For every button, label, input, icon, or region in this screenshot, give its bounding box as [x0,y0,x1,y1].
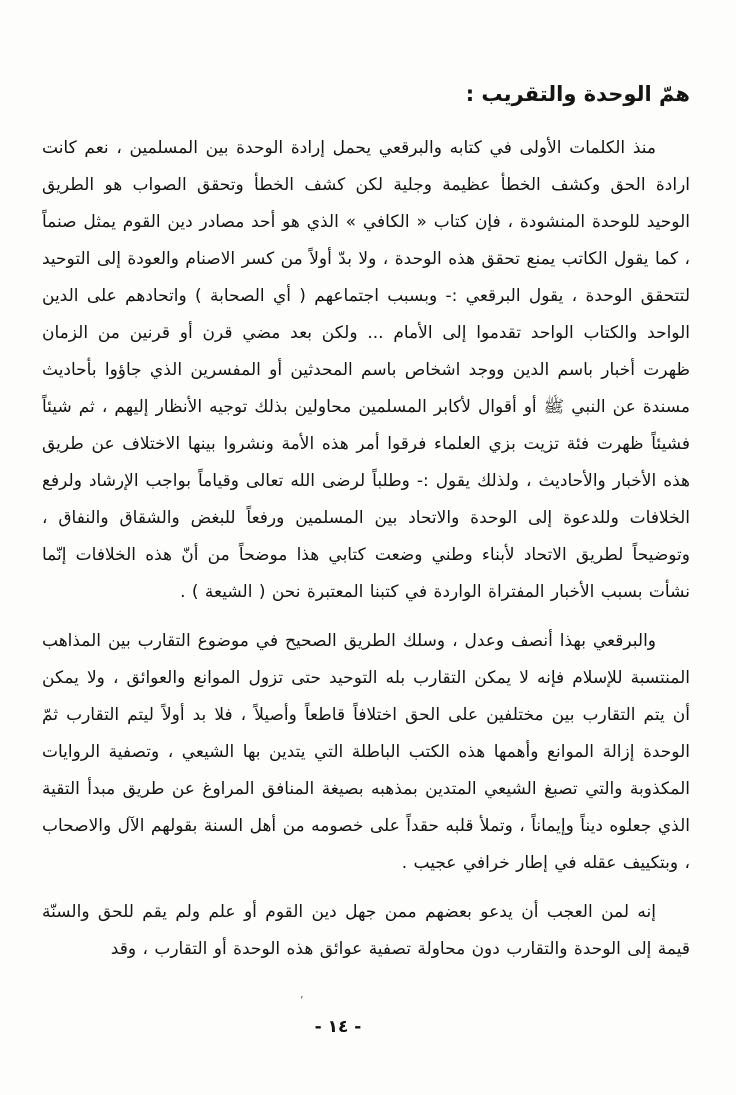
paragraph-1: منذ الكلمات الأولى في كتابه والبرقعي يحمل إرادة الوحدة بين المسلمين ، نعم كانت ارادة الحق وكشف الخطأ عظيمة وجلية لكن كشف الخطأ وتحقق الصواب هو الطريق الوحيد للوحدة المنشودة ، فإن كتاب « الكافي » الذي هو أحد مصادر دين القوم يمثل صنماً ، كما يقول الكاتب يمنع تحقق هذه الوحدة ، ولا بدّ أولاً من كسر الاصنام والعودة إلى التوحيد لتتحقق الوحدة ، يقول البرقعي :- وبسبب اجتماعهم ( أي الصحابة ) واتحادهم على الدين الواحد والكتاب الواحد تقدموا إلى الأمام ... ولكن بعد مضي قرن أو قرنين من الزمان ظهرت أخبار باسم الدين ووجد اشخاص باسم المحدثين أو المفسرين الذي جاؤوا بأحاديث مسندة عن النبي ﷺ أو أقوال لأكابر المسلمين محاولين بذلك توجيه الأنظار إليهم ، ثم شيئاً فشيئاً ظهرت فئة تزيت بزي العلماء فرقوا أمر هذه الأمة ونشروا بينها الاختلاف عن طريق هذه الأخبار والأحاديث ، ولذلك يقول :- وطلباً لرضى الله تعالى وقياماً بواجب الإرشاد ولرفع الخلافات وللدعوة إلى الوحدة والاتحاد بين المسلمين ورفعاً للبغض والشقاق والنفاق ، وتوضيحاً لطريق الاتحاد لأبناء وطني وضعت كتابي هذا موضحاً من أنّ هذه الخلافات إنّما نشأت بسبب الأخبار المفتراة الواردة في كتبنا المعتبرة نحن ( الشيعة ) . [42,138,690,602]
page-title: همّ الوحدة والتقريب : [465,82,690,106]
paragraph-2: والبرقعي بهذا أنصف وعدل ، وسلك الطريق الصحيح في موضوع التقارب بين المذاهب المنتسبة للإسلام فإنه لا يمكن التقارب بله التوحيد حتى تزول الموانع والعوائق ، ولا يمكن أن يتم التقارب بين مختلفين على الحق اختلافاً قاطعاً وأصيلاً ، فلا بد أولاً ليتم التقارب ثمّ الوحدة إزالة الموانع وأهمها هذه الكتب الباطلة التي يتدين بها الشيعي ، وتصفية الروايات المكذوبة والتي تصبغ الشيعي المتدين بمذهبه بصيغة المنافق المراوغ عن طريق مبدأ التقية الذي جعلوه ديناً وإيماناً ، وتملأ قلبه حقداً على خصومه من أهل السنة بقولهم الآل والاصحاب ، وبتكييف عقله في إطار خرافي عجيب . [42,631,690,873]
page-number: - ١٤ - [314,1017,362,1037]
scan-artifact: ’ [300,994,304,1007]
paragraph-3: إنه لمن العجب أن يدعو بعضهم ممن جهل دين القوم أو علم ولم يقم للحق والسنّة قيمة إلى الوحدة والتقارب دون محاولة تصفية عوائق هذه الوحدة أو التقارب ، وقد [42,902,690,959]
